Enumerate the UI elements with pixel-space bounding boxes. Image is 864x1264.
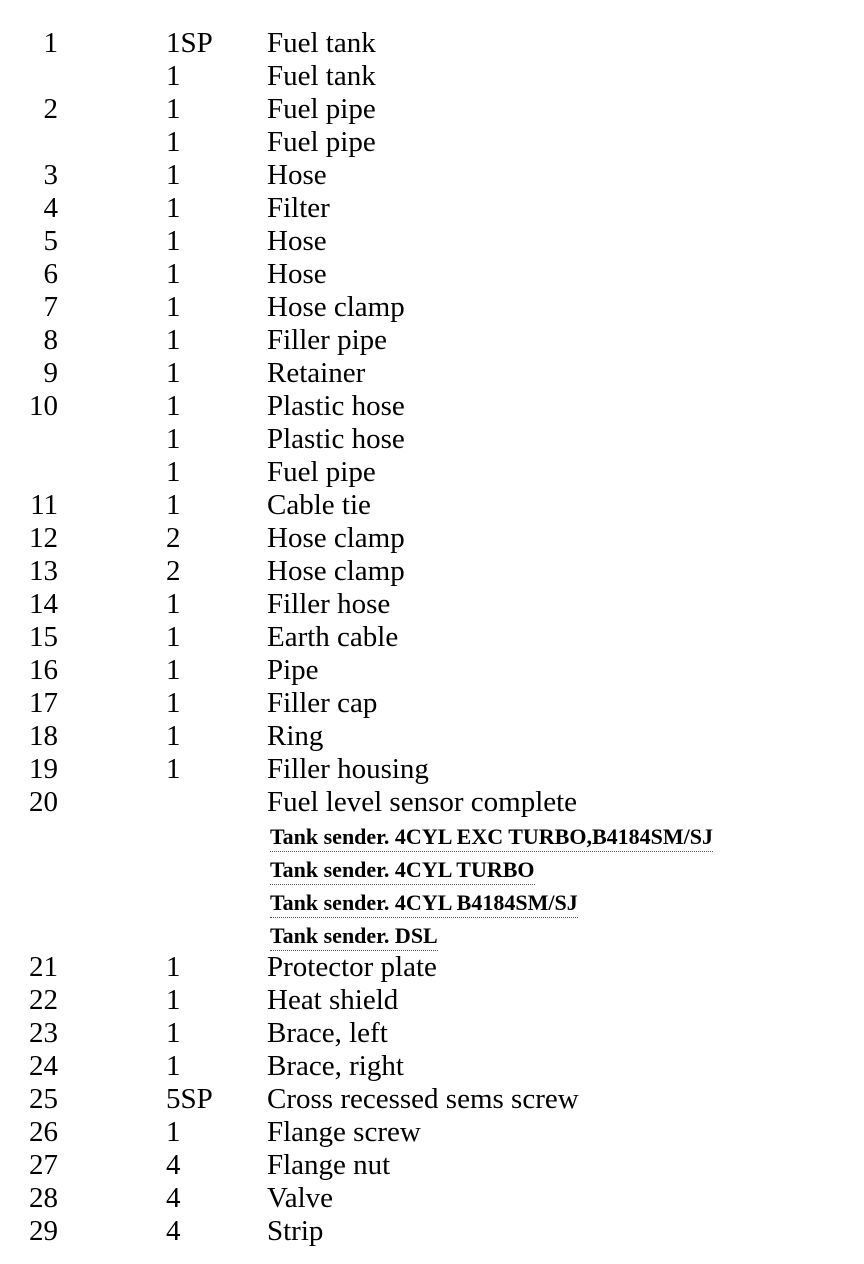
- parts-row: [0, 1215, 864, 1248]
- item-quantity: 1: [166, 621, 181, 653]
- item-quantity: 1: [166, 93, 181, 125]
- parts-row: [0, 720, 864, 753]
- item-number: 9: [43, 357, 58, 389]
- item-description: Flange nut: [267, 1149, 391, 1181]
- parts-row: [0, 291, 864, 324]
- item-quantity: 1: [166, 258, 181, 290]
- item-number: 14: [29, 588, 58, 620]
- item-description: Cross recessed sems screw: [267, 1083, 579, 1115]
- item-quantity: 2: [166, 522, 181, 554]
- parts-row: [0, 654, 864, 687]
- parts-row: [0, 423, 864, 456]
- item-variant-description: Tank sender. DSL: [270, 922, 438, 951]
- item-number: 3: [43, 159, 58, 191]
- item-description: Fuel pipe: [267, 93, 376, 125]
- item-quantity: 1: [166, 225, 181, 257]
- item-variant-description: Tank sender. 4CYL B4184SM/SJ: [270, 889, 578, 918]
- item-number: 29: [29, 1215, 58, 1247]
- item-number: 24: [29, 1050, 58, 1082]
- parts-sub-row: [0, 918, 864, 951]
- parts-sub-row: [0, 852, 864, 885]
- item-quantity: 1: [166, 159, 181, 191]
- item-number: 10: [29, 390, 58, 422]
- item-quantity: 1: [166, 357, 181, 389]
- item-number: 6: [43, 258, 58, 290]
- parts-row: [0, 456, 864, 489]
- parts-row: [0, 951, 864, 984]
- item-description: Fuel level sensor complete: [267, 786, 578, 818]
- item-number: 11: [30, 489, 58, 521]
- item-number: 22: [29, 984, 58, 1016]
- item-quantity: 1: [166, 291, 181, 323]
- parts-row: [0, 93, 864, 126]
- parts-row: [0, 555, 864, 588]
- item-quantity: 1: [166, 489, 181, 521]
- item-quantity: 1: [166, 423, 181, 455]
- parts-row: [0, 60, 864, 93]
- item-description: Brace, left: [267, 1017, 388, 1049]
- parts-row: [0, 225, 864, 258]
- parts-row: [0, 1116, 864, 1149]
- parts-row: [0, 489, 864, 522]
- parts-row: [0, 1083, 864, 1116]
- item-description: Filter: [267, 192, 330, 224]
- item-description: Hose clamp: [267, 522, 405, 554]
- parts-row: [0, 1182, 864, 1215]
- item-description: Ring: [267, 720, 324, 752]
- item-description: Fuel tank: [267, 60, 376, 92]
- parts-row: [0, 390, 864, 423]
- item-quantity: 1: [166, 456, 181, 488]
- item-description: Retainer: [267, 357, 366, 389]
- parts-row: [0, 357, 864, 390]
- item-number: 16: [29, 654, 58, 686]
- item-number: 17: [29, 687, 58, 719]
- item-number: 1: [43, 27, 58, 59]
- parts-row: [0, 1050, 864, 1083]
- item-number: 18: [29, 720, 58, 752]
- parts-row: [0, 687, 864, 720]
- parts-row: [0, 588, 864, 621]
- parts-row: [0, 786, 864, 819]
- item-number: 19: [29, 753, 58, 785]
- item-description: Earth cable: [267, 621, 399, 653]
- parts-row: [0, 126, 864, 159]
- item-quantity: 1: [166, 126, 181, 158]
- item-quantity: 1: [166, 951, 181, 983]
- item-number: 13: [29, 555, 58, 587]
- item-number: 26: [29, 1116, 58, 1148]
- item-quantity: 1: [166, 753, 181, 785]
- item-quantity: 1: [166, 1017, 181, 1049]
- parts-sub-row: [0, 885, 864, 918]
- item-description: Cable tie: [267, 489, 371, 521]
- parts-row: [0, 192, 864, 225]
- item-description: Fuel pipe: [267, 456, 376, 488]
- parts-sub-row: [0, 819, 864, 852]
- item-description: Filler pipe: [267, 324, 388, 356]
- item-number: 27: [29, 1149, 58, 1181]
- item-quantity: 1: [166, 192, 181, 224]
- item-quantity: 1: [166, 720, 181, 752]
- item-number: 12: [29, 522, 58, 554]
- item-description: Plastic hose: [267, 423, 405, 455]
- item-description: Hose: [267, 225, 327, 257]
- item-description: Fuel pipe: [267, 126, 376, 158]
- parts-row: [0, 984, 864, 1017]
- item-description: Filler hose: [267, 588, 391, 620]
- item-quantity: 1: [166, 390, 181, 422]
- parts-row: [0, 324, 864, 357]
- item-description: Plastic hose: [267, 390, 405, 422]
- item-variant-description: Tank sender. 4CYL TURBO: [270, 856, 535, 885]
- item-description: Heat shield: [267, 984, 399, 1016]
- parts-list: [0, 27, 864, 1248]
- item-number: 25: [29, 1083, 58, 1115]
- parts-row: [0, 258, 864, 291]
- item-quantity: 4: [166, 1182, 181, 1214]
- item-quantity: 5SP: [166, 1083, 213, 1115]
- item-description: Hose clamp: [267, 291, 405, 323]
- item-quantity: 1: [166, 588, 181, 620]
- parts-row: [0, 27, 864, 60]
- item-quantity: 1: [166, 1050, 181, 1082]
- item-variant-description: Tank sender. 4CYL EXC TURBO,B4184SM/SJ: [270, 823, 713, 852]
- item-number: 8: [43, 324, 58, 356]
- parts-row: [0, 522, 864, 555]
- item-quantity: 1: [166, 654, 181, 686]
- item-quantity: 1SP: [166, 27, 213, 59]
- item-number: 5: [43, 225, 58, 257]
- item-number: 21: [29, 951, 58, 983]
- item-description: Filler housing: [267, 753, 429, 785]
- item-description: Protector plate: [267, 951, 437, 983]
- item-quantity: 1: [166, 60, 181, 92]
- item-number: 23: [29, 1017, 58, 1049]
- item-description: Flange screw: [267, 1116, 421, 1148]
- item-number: 4: [43, 192, 58, 224]
- parts-row: [0, 753, 864, 786]
- parts-row: [0, 621, 864, 654]
- parts-row: [0, 1017, 864, 1050]
- item-number: 15: [29, 621, 58, 653]
- item-quantity: 4: [166, 1215, 181, 1247]
- item-number: 7: [43, 291, 58, 323]
- item-number: 20: [29, 786, 58, 818]
- item-description: Hose: [267, 159, 327, 191]
- parts-row: [0, 159, 864, 192]
- item-description: Pipe: [267, 654, 319, 686]
- item-description: Brace, right: [267, 1050, 404, 1082]
- item-quantity: 1: [166, 687, 181, 719]
- item-description: Filler cap: [267, 687, 378, 719]
- item-number: 28: [29, 1182, 58, 1214]
- item-quantity: 1: [166, 1116, 181, 1148]
- item-quantity: 4: [166, 1149, 181, 1181]
- item-quantity: 1: [166, 984, 181, 1016]
- item-quantity: 1: [166, 324, 181, 356]
- item-description: Valve: [267, 1182, 334, 1214]
- item-number: 2: [43, 93, 58, 125]
- item-description: Hose: [267, 258, 327, 290]
- item-description: Fuel tank: [267, 27, 376, 59]
- item-description: Hose clamp: [267, 555, 405, 587]
- item-description: Strip: [267, 1215, 324, 1247]
- item-quantity: 2: [166, 555, 181, 587]
- parts-row: [0, 1149, 864, 1182]
